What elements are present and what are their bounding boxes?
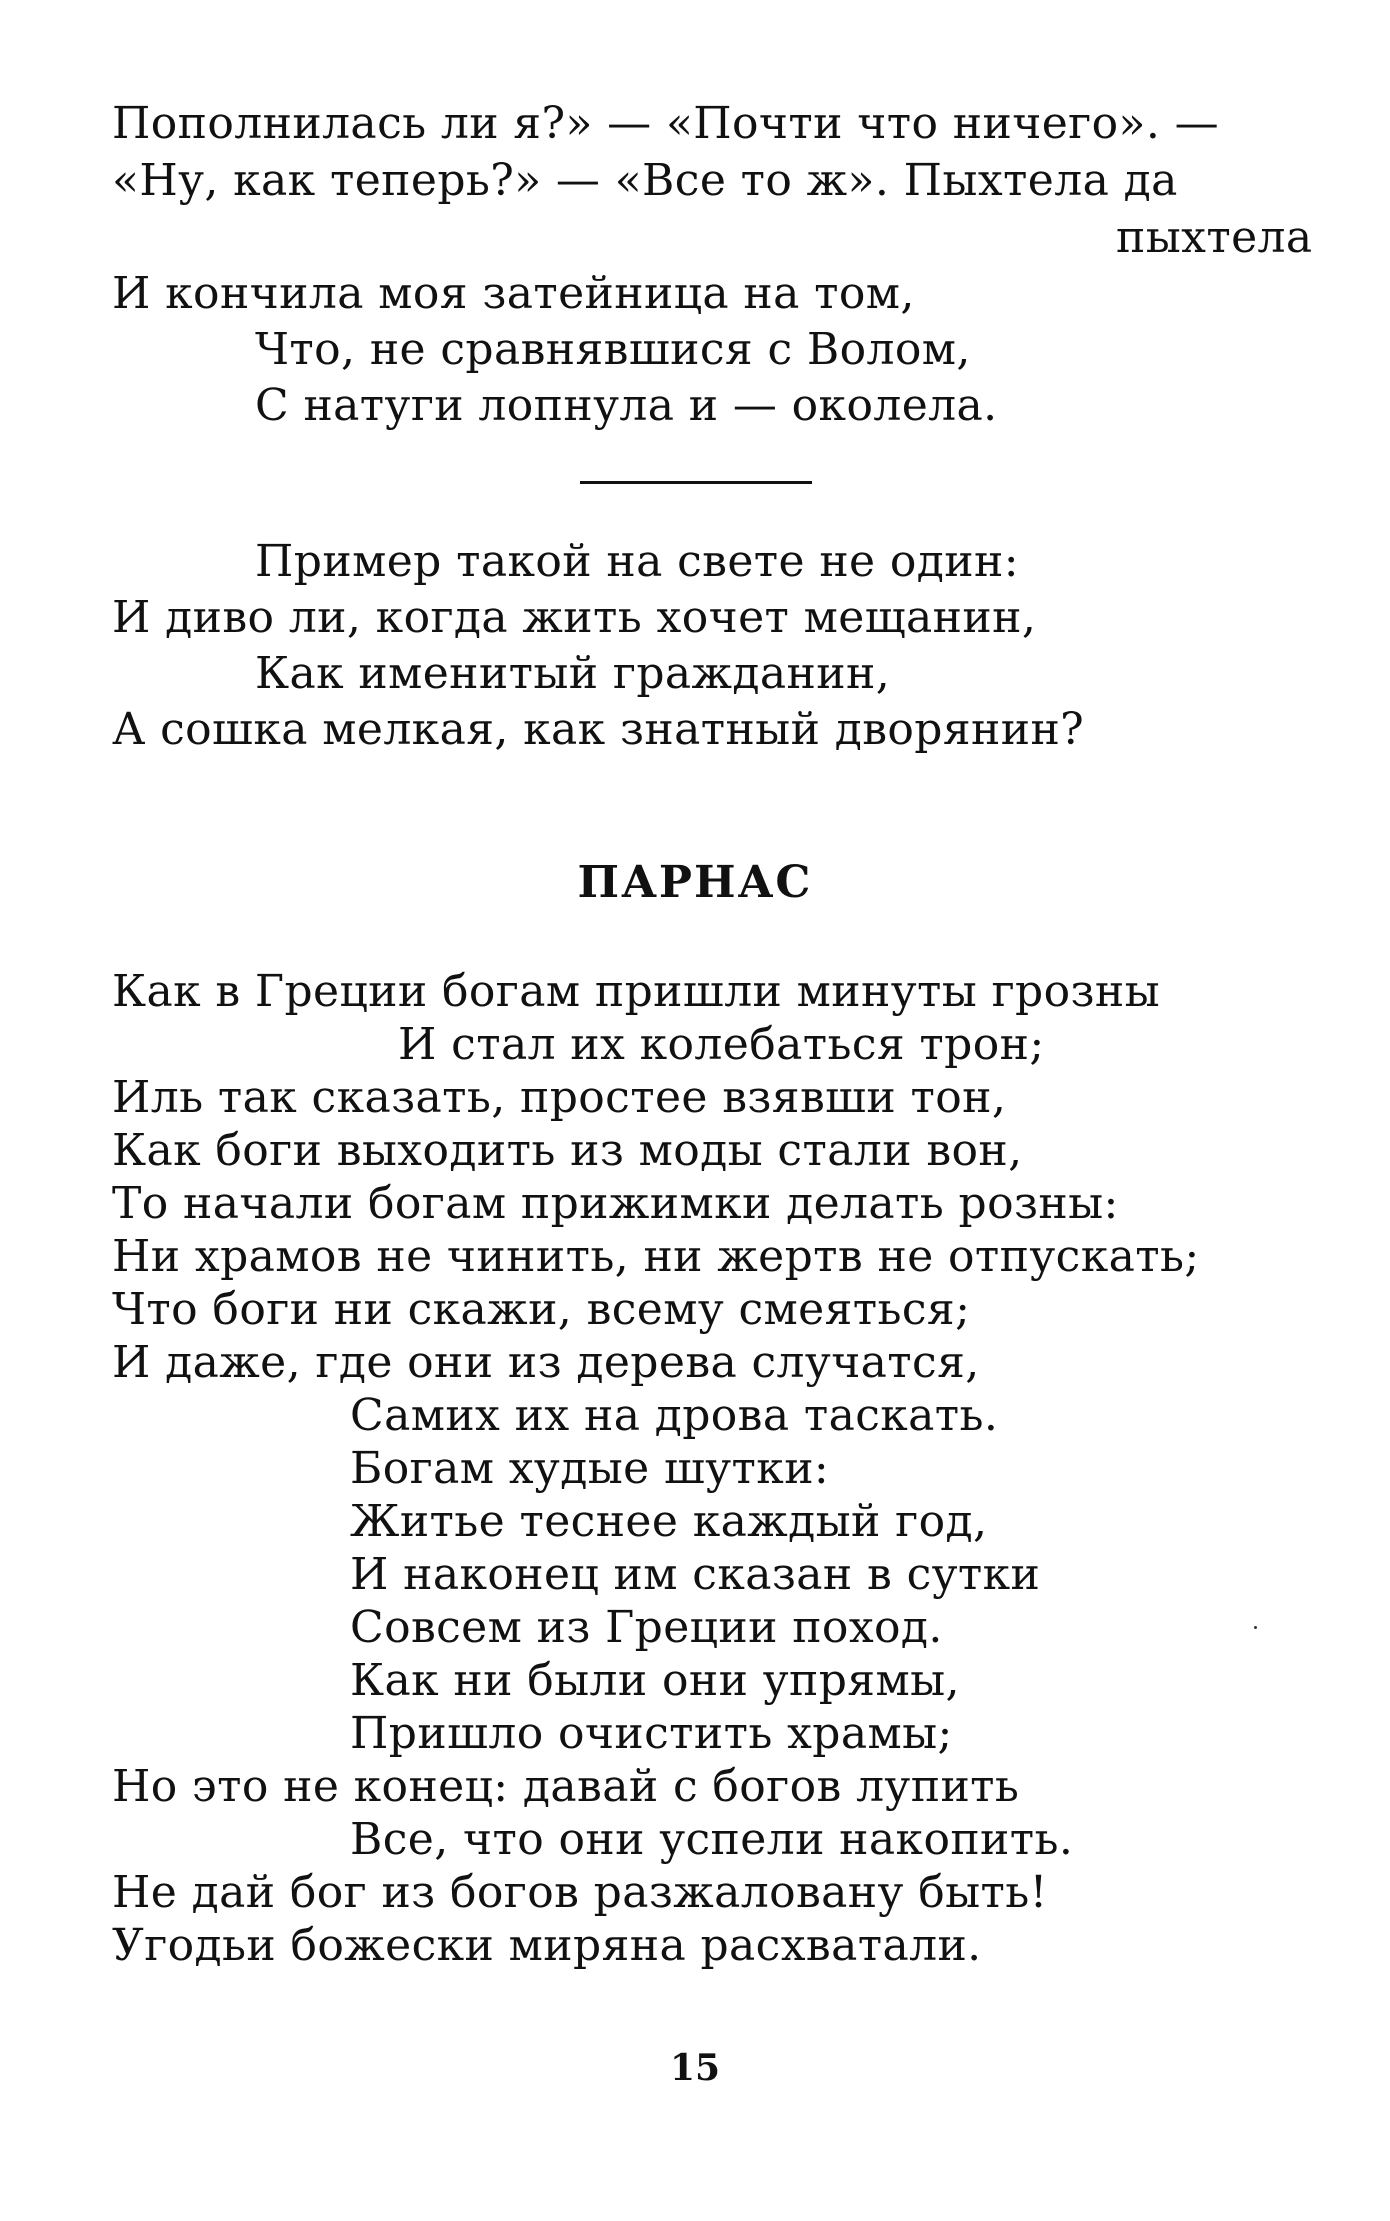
moral-line: Как именитый гражданин, [255,648,891,699]
page-number: 15 [669,2047,721,2089]
poem-line: И наконец им сказан в сутки [350,1549,1041,1600]
print-speck [1254,1626,1257,1629]
moral-line: И диво ли, когда жить хочет мещанин, [112,592,1037,643]
fable-line: «Ну, как теперь?» — «Все то ж». Пыхтела да [112,155,1178,206]
fable-line: С натуги лопнула и — околела. [255,380,998,431]
poem-line: Совсем из Греции поход. [350,1602,943,1653]
fable-line: Пополнилась ли я?» — «Почти что ничего». — [112,98,1220,149]
poem-line: Угодьи божески миряна расхватали. [112,1920,982,1971]
moral-line: Пример такой на свете не один: [255,536,1019,587]
moral-line: А сошка мелкая, как знатный дворянин? [112,704,1085,755]
poem-line: Все, что они успели накопить. [350,1814,1074,1865]
poem-line: То начали богам прижимки делать розны: [112,1178,1119,1229]
poem-line: Богам худые шутки: [350,1443,830,1494]
poem-line: Что боги ни скажи, всему смеяться; [112,1284,971,1335]
poem-line: Не дай бог из богов разжаловану быть! [112,1867,1048,1918]
poem-line: Но это не конец: давай с богов лупить [112,1761,1020,1812]
poem-title: ПАРНАС [577,857,813,908]
poem-line: Самих их на дрова таскать. [350,1390,999,1441]
poem-line: Житье теснее каждый год, [350,1496,988,1547]
poem-line: Иль так сказать, простее взявши тон, [112,1072,1007,1123]
poem-line: Как ни были они упрямы, [350,1655,960,1706]
fable-line: И кончила моя затейница на том, [112,268,915,319]
fable-line-continuation: пыхтела [1116,212,1313,263]
poem-line: Пришло очистить храмы; [350,1708,953,1759]
poem-line: Как в Греции богам пришли минуты грозны [112,966,1161,1017]
poem-line: И стал их колебаться трон; [398,1019,1045,1070]
poem-line: Ни храмов не чинить, ни жертв не отпускать; [112,1231,1200,1282]
poem-line: И даже, где они из дерева случатся, [112,1337,980,1388]
poem-line: Как боги выходить из моды стали вон, [112,1125,1023,1176]
fable-line: Что, не сравнявшися с Волом, [255,324,971,375]
section-divider [580,481,812,484]
